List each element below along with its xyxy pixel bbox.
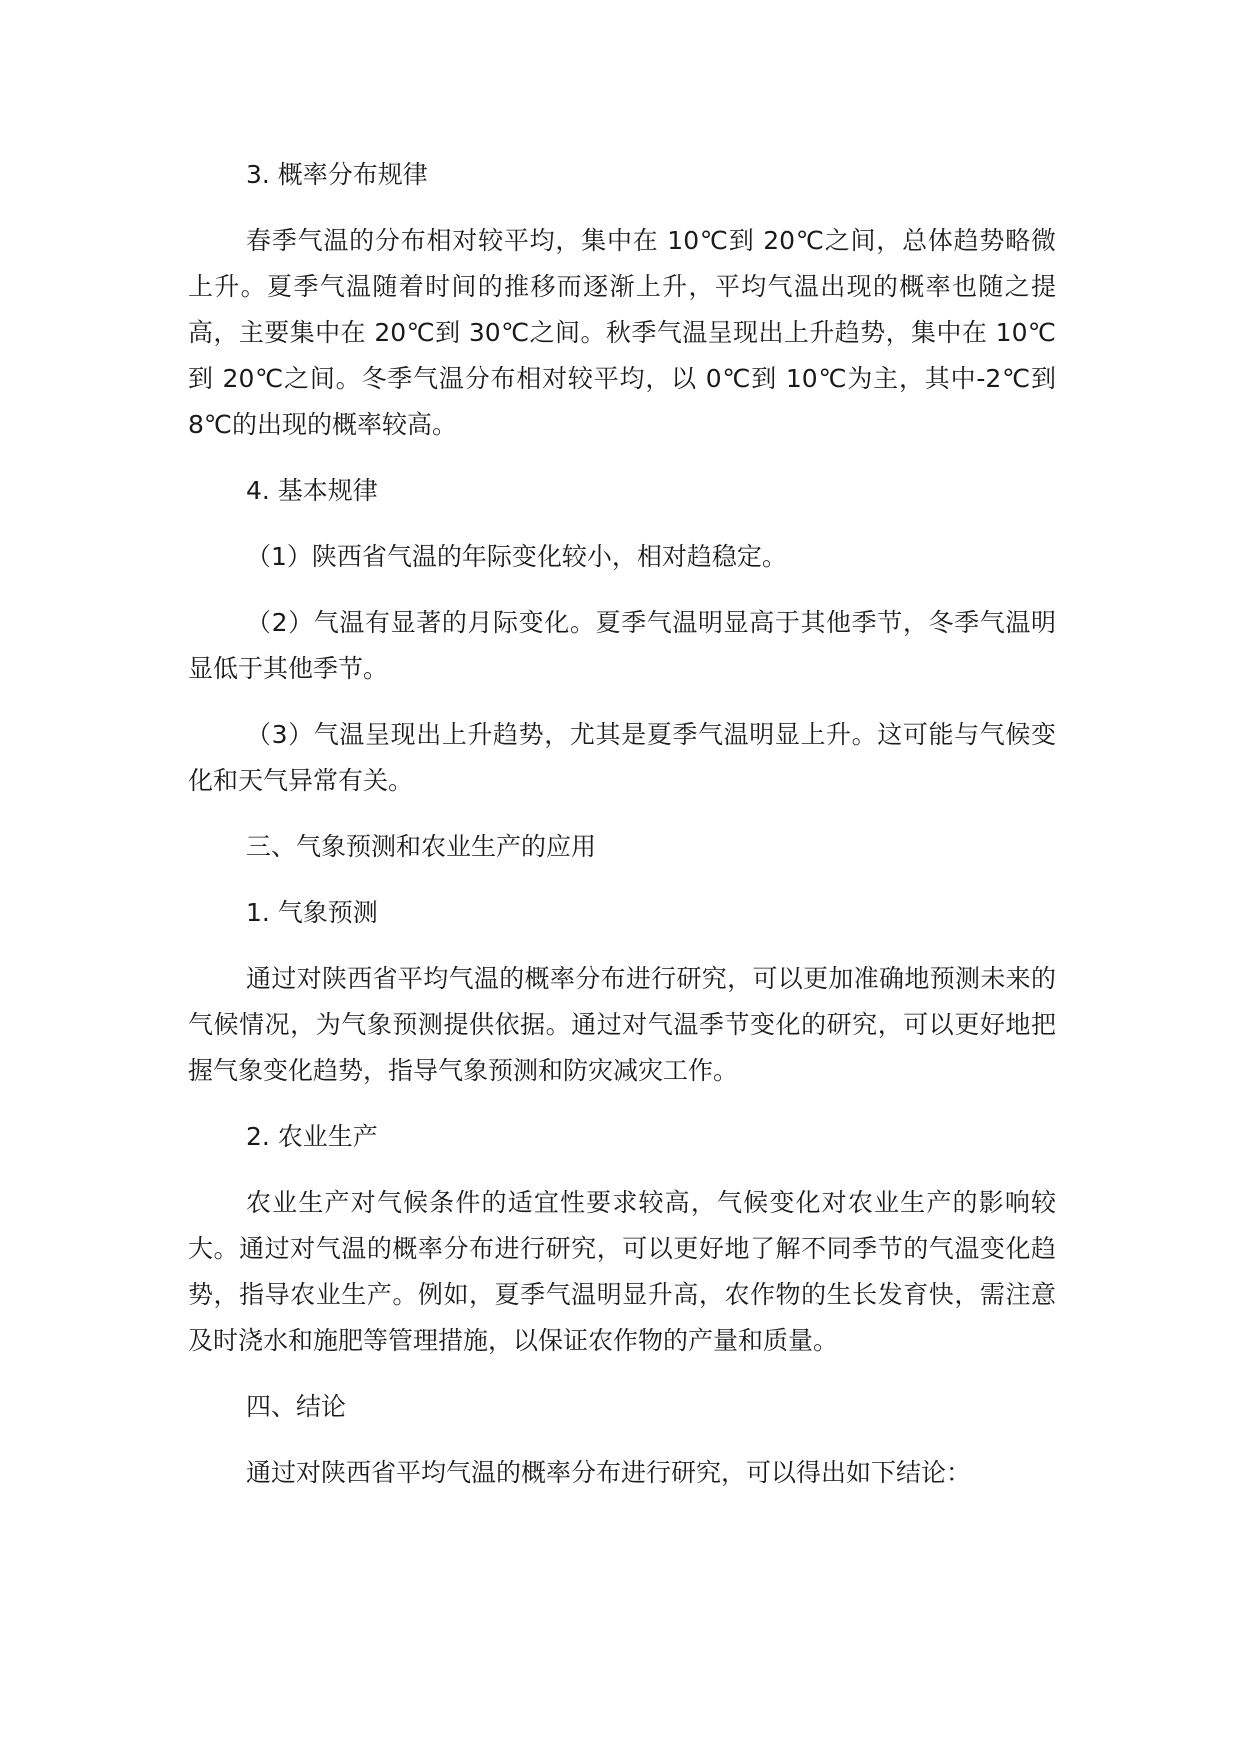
heading-basic-rules: 4. 基本规律 [246,476,378,505]
heading-weather-forecast: 1. 气象预测 [246,898,378,927]
paragraph-rule-1: （1）陕西省气温的年际变化较小，相对趋稳定。 [246,542,787,571]
heading-probability-distribution: 3. 概率分布规律 [246,160,428,189]
paragraph-agriculture: 农业生产对气候条件的适宜性要求较高，气候变化对农业生产的影响较大。通过对气温的概率分布进行研究，可以更好地了解不同季节的气温变化趋势，指导农业生产。例如，夏季气温明显升高，农作物的生长发育快，需注意及时浇水和施肥等管理措施，以保证农作物的产量和质量。 [188,1188,1056,1355]
heading-section-three: 三、气象预测和农业生产的应用 [246,832,597,861]
paragraph-conclusion-intro: 通过对陕西省平均气温的概率分布进行研究，可以得出如下结论： [246,1458,972,1487]
paragraph-weather-forecast: 通过对陕西省平均气温的概率分布进行研究，可以更加准确地预测未来的气候情况，为气象预测提供依据。通过对气温季节变化的研究，可以更好地把握气象变化趋势，指导气象预测和防灾减灾工作。 [188,964,1056,1085]
paragraph-rule-3: （3）气温呈现出上升趋势，尤其是夏季气温明显上升。这可能与气候变化和天气异常有关。 [188,720,1056,795]
heading-section-four: 四、结论 [246,1392,347,1421]
heading-agriculture: 2. 农业生产 [246,1122,378,1151]
paragraph-rule-2: （2）气温有显著的月际变化。夏季气温明显高于其他季节，冬季气温明显低于其他季节。 [188,608,1056,683]
paragraph-season-distribution: 春季气温的分布相对较平均，集中在 10℃到 20℃之间，总体趋势略微上升。夏季气温随着时间的推移而逐渐上升，平均气温出现的概率也随之提高，主要集中在 20℃到 30℃之间。秋季气温呈现出上升趋势，集中在 10℃到 20℃之间。冬季气温分布相对较平均，以 0℃到 10℃为主，其中-2℃到 8℃的出现的概率较高。 [188,226,1056,439]
document-body [188,152,1056,1516]
